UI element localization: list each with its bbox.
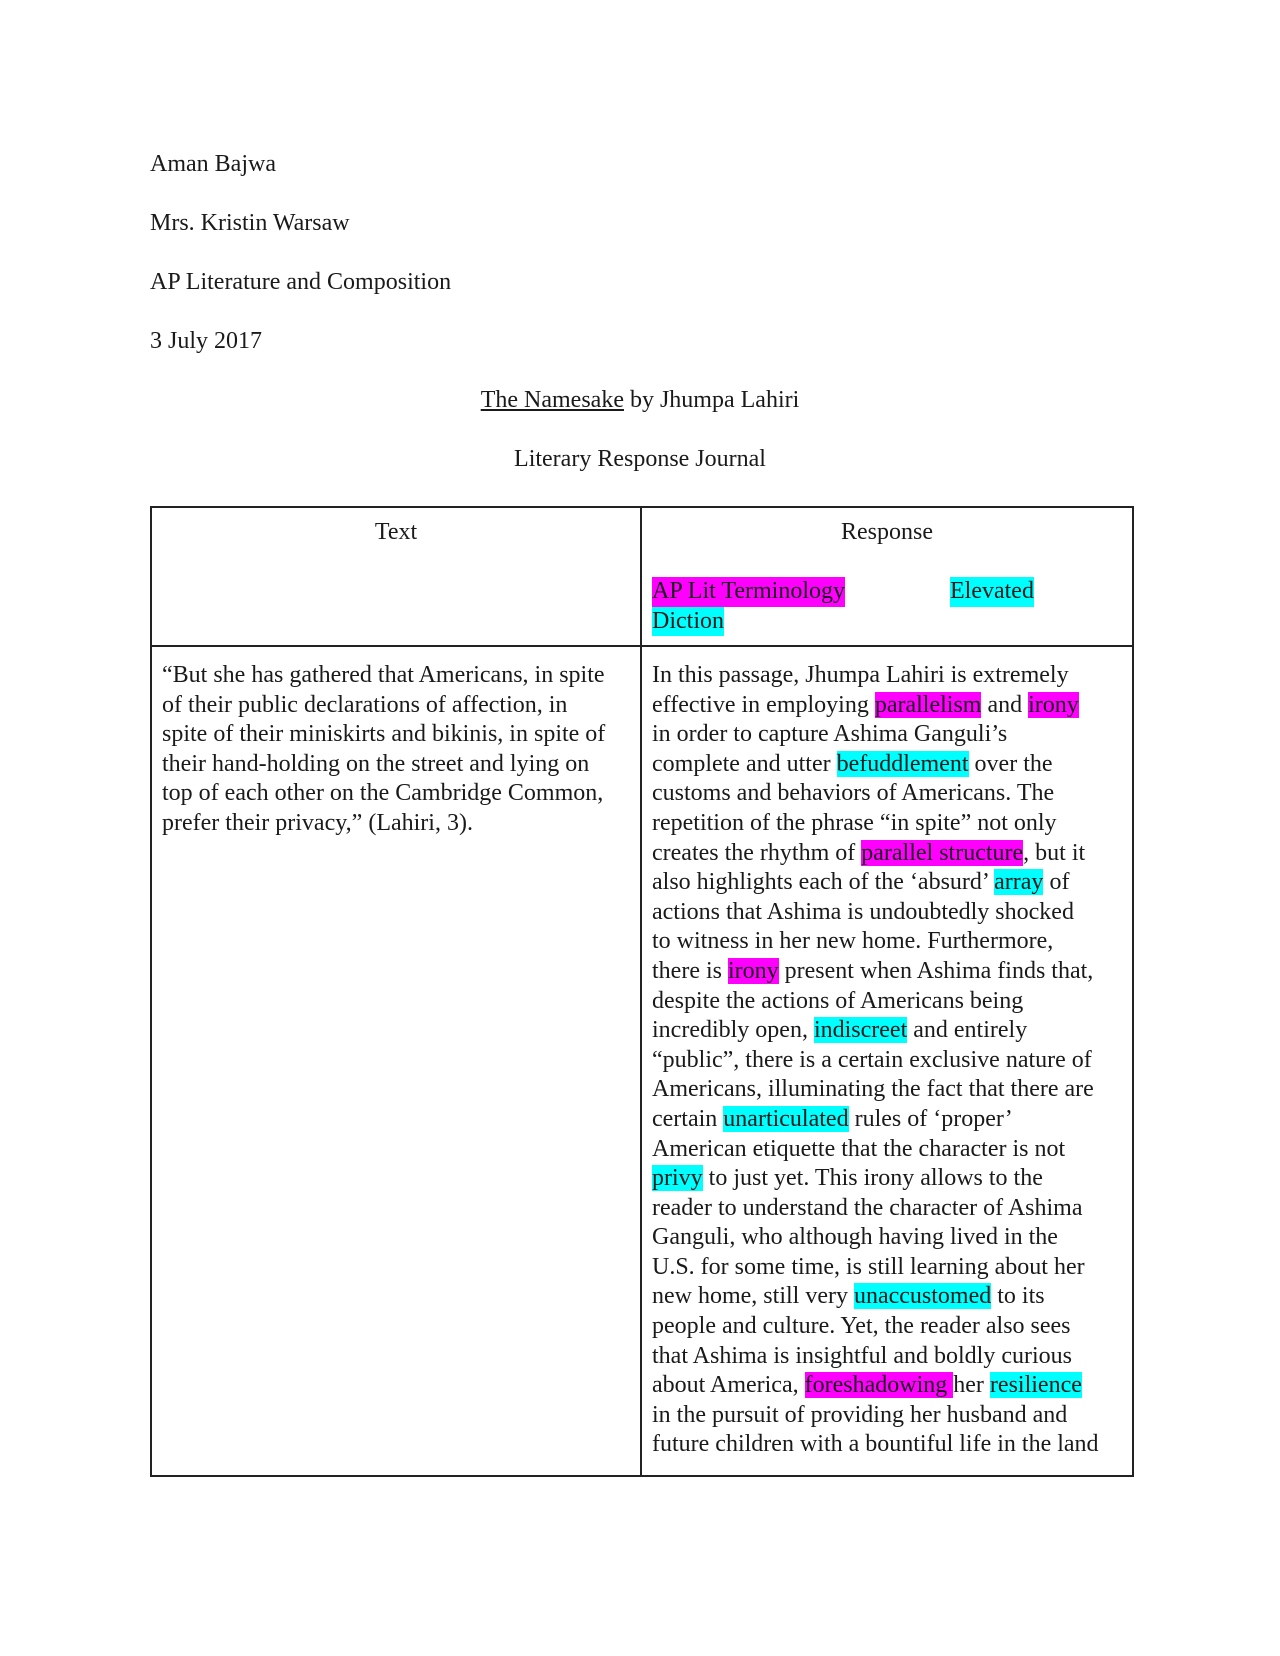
- response-text-segment: new home, still very: [652, 1283, 854, 1310]
- response-text-segment: and: [981, 691, 1029, 718]
- response-line: [652, 1282, 1122, 1312]
- highlight-diction: befuddlement: [836, 750, 969, 777]
- response-text-segment: “public”, there is a certain exclusive nature of: [652, 1046, 1092, 1073]
- text-column-label: Text: [374, 519, 418, 545]
- response-line: [652, 927, 1122, 957]
- response-line: [652, 1253, 1122, 1283]
- response-text-segment: in order to capture Ashima Ganguli’s: [652, 721, 1008, 748]
- highlight-terminology: irony: [1028, 691, 1079, 718]
- response-line: [652, 1046, 1122, 1076]
- highlight-diction: resilience: [989, 1372, 1082, 1399]
- response-text-segment: despite the actions of Americans being: [652, 987, 1024, 1014]
- quote-line: top of each other on the Cambridge Common,: [162, 780, 604, 807]
- response-line: [652, 1312, 1122, 1342]
- response-line: [652, 868, 1122, 898]
- response-cell: [641, 646, 1133, 1476]
- response-text-segment: her: [953, 1372, 990, 1399]
- response-line: [652, 1401, 1122, 1431]
- response-text-segment: also highlights each of the ‘absurd’: [652, 869, 995, 896]
- quote-line: of their public declarations of affection, in: [162, 691, 568, 718]
- response-text-segment: rules of ‘proper’: [848, 1105, 1013, 1132]
- response-text: [642, 647, 1132, 1475]
- response-text-segment: , but it: [1023, 839, 1086, 866]
- response-line: [652, 1016, 1122, 1046]
- response-text-segment: reader to understand the character of Ashima: [652, 1194, 1083, 1221]
- highlight-diction: unaccustomed: [853, 1283, 992, 1310]
- response-text-segment: present when Ashima finds that,: [778, 957, 1094, 984]
- response-line: [652, 1194, 1122, 1224]
- quote-text: [152, 647, 640, 1475]
- response-line: [652, 809, 1122, 839]
- response-text-segment: over the: [968, 750, 1053, 777]
- response-line: [652, 750, 1122, 780]
- response-text-segment: incredibly open,: [652, 1017, 814, 1044]
- response-text-segment: of: [1043, 869, 1070, 896]
- response-text-segment: American etiquette that the character is not: [652, 1135, 1066, 1162]
- response-line: [652, 1105, 1122, 1135]
- highlight-diction: indiscreet: [813, 1017, 908, 1044]
- response-line: [652, 1135, 1122, 1165]
- response-column-header: [641, 507, 1133, 646]
- book-author: by Jhumpa Lahiri: [623, 387, 800, 413]
- highlight-legend: [652, 577, 1122, 637]
- highlight-diction: array: [994, 869, 1044, 896]
- book-title: The Namesake: [480, 387, 624, 413]
- legend-terminology: AP Lit Terminology: [652, 577, 845, 607]
- response-text-segment: Ganguli, who although having lived in the: [652, 1224, 1058, 1251]
- response-line: [652, 1075, 1122, 1105]
- response-line: [652, 720, 1122, 750]
- document-date: 3 July 2017: [150, 328, 263, 354]
- highlight-diction: privy: [652, 1165, 703, 1192]
- response-line: [652, 898, 1122, 928]
- response-text-segment: in the pursuit of providing her husband and: [652, 1401, 1068, 1428]
- highlight-terminology: parallel structure: [861, 839, 1024, 866]
- response-text-segment: about America,: [652, 1372, 805, 1399]
- response-text-segment: to witness in her new home. Furthermore,: [652, 928, 1054, 955]
- student-name: Aman Bajwa: [150, 151, 276, 177]
- response-text-segment: In this passage, Jhumpa Lahiri is extremely: [652, 662, 1069, 688]
- text-column-header: [151, 507, 641, 646]
- response-text-segment: Americans, illuminating the fact that there are: [652, 1076, 1094, 1103]
- response-text-segment: future children with a bountiful life in the land: [652, 1431, 1099, 1458]
- table-header-row: [151, 507, 1133, 646]
- response-line: [652, 1371, 1122, 1401]
- highlight-diction: unarticulated: [723, 1105, 849, 1132]
- teacher-name: Mrs. Kristin Warsaw: [150, 210, 350, 236]
- quote-cell: [151, 646, 641, 1476]
- quote-line: “But she has gathered that Americans, in spite: [162, 662, 605, 688]
- response-line: [652, 839, 1122, 869]
- quote-line: spite of their miniskirts and bikinis, in spite of: [162, 721, 606, 748]
- response-text-segment: there is: [652, 957, 728, 984]
- response-line: [652, 1430, 1122, 1460]
- response-line: [652, 1164, 1122, 1194]
- response-text-segment: repetition of the phrase “in spite” not only: [652, 809, 1057, 836]
- response-line: [652, 1342, 1122, 1372]
- response-line: [652, 779, 1122, 809]
- highlight-terminology: irony: [727, 957, 779, 984]
- response-text-segment: people and culture. Yet, the reader also sees: [652, 1313, 1071, 1340]
- response-line: [652, 661, 1122, 691]
- highlight-terminology: foreshadowing: [804, 1372, 954, 1399]
- response-text-segment: actions that Ashima is undoubtedly shocked: [652, 898, 1074, 925]
- response-text-segment: and entirely: [907, 1017, 1028, 1044]
- legend-diction: Elevated: [950, 577, 1034, 607]
- response-text-segment: to its: [991, 1283, 1045, 1310]
- response-text-segment: effective in employing: [652, 691, 875, 718]
- book-title-line: [0, 385, 1280, 415]
- response-line: [652, 987, 1122, 1017]
- response-journal-table: [150, 506, 1134, 1477]
- response-text-segment: certain: [652, 1105, 724, 1132]
- response-text-segment: to just yet. This irony allows to the: [702, 1165, 1043, 1192]
- response-line: [652, 691, 1122, 721]
- response-line: [652, 957, 1122, 987]
- response-text-segment: creates the rhythm of: [652, 839, 862, 866]
- response-text-segment: U.S. for some time, is still learning about her: [652, 1253, 1085, 1280]
- legend-diction-continued: Diction: [652, 607, 724, 637]
- response-text-segment: complete and utter: [652, 750, 837, 777]
- response-line: [652, 1223, 1122, 1253]
- table-body-row: [151, 646, 1133, 1476]
- journal-subtitle: Literary Response Journal: [514, 446, 766, 472]
- response-text-segment: customs and behaviors of Americans. The: [652, 780, 1055, 807]
- highlight-terminology: parallelism: [874, 691, 982, 718]
- quote-line: prefer their privacy,” (Lahiri, 3).: [162, 809, 473, 836]
- course-name: AP Literature and Composition: [150, 269, 452, 295]
- quote-line: their hand-holding on the street and lying on: [162, 750, 590, 777]
- response-column-label: Response: [841, 519, 933, 545]
- response-text-segment: that Ashima is insightful and boldly curious: [652, 1342, 1072, 1369]
